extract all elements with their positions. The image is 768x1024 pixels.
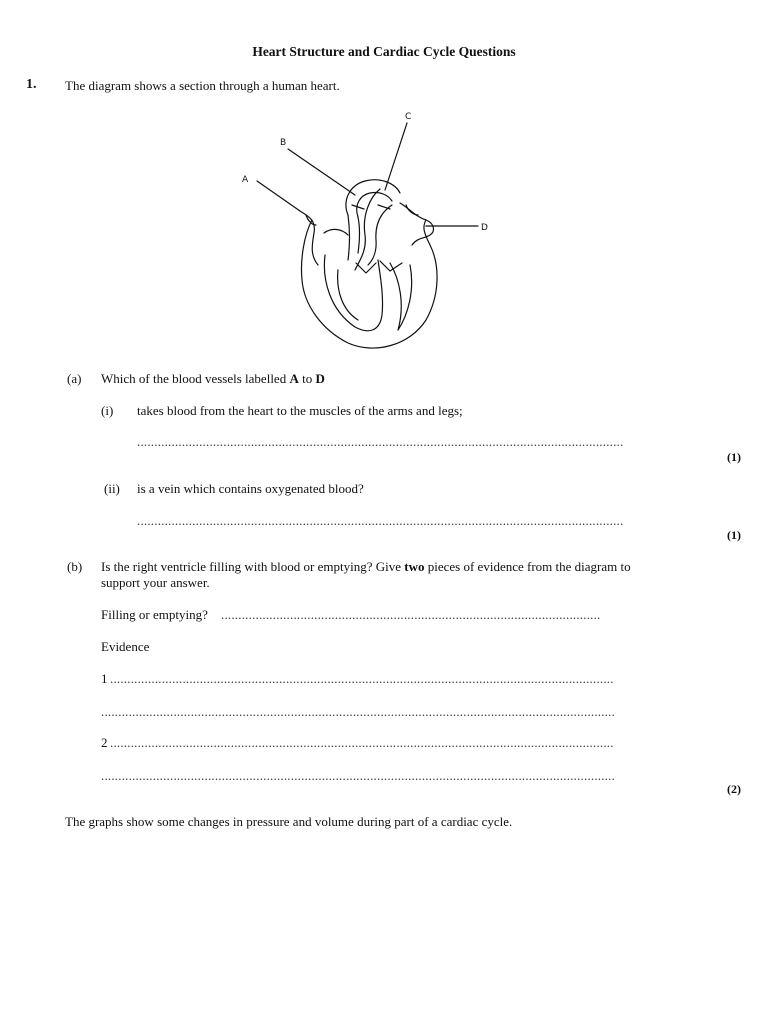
- part-b-label: (b): [67, 559, 83, 574]
- label-line-a: [257, 181, 300, 211]
- left-atrium: [406, 205, 418, 215]
- part-a-prompt: Which of the blood vessels labelled A to D: [101, 371, 325, 386]
- pulmonary-artery-inner: [368, 205, 392, 265]
- part-a-label: (a): [67, 371, 82, 386]
- answer-line-evidence-2b[interactable]: .....................................................................................................................................................: [101, 768, 616, 783]
- part-a-i-label: (i): [101, 403, 114, 418]
- answer-line-evidence-2[interactable]: ..................................................................................................................................................: [110, 735, 614, 750]
- evidence-label: Evidence: [101, 639, 150, 654]
- part-a-ii-label: (ii): [104, 481, 120, 496]
- marks-a-i: (1): [727, 450, 741, 464]
- valve-right: [356, 263, 376, 273]
- marks-a-ii: (1): [727, 528, 741, 542]
- part-b-prompt-line2: support your answer.: [101, 575, 210, 590]
- diagram-label-a: A: [242, 175, 249, 185]
- answer-line-a-i[interactable]: .............................................................................................................................................: [137, 434, 624, 449]
- aorta-trunk: [348, 215, 360, 260]
- filling-label: Filling or emptying?: [101, 607, 208, 622]
- diagram-label-c: C: [405, 112, 412, 122]
- part-b-prompt-line1: Is the right ventricle filling with blood or emptying? Give two pieces of evidence from the diagram to: [101, 559, 631, 574]
- septum: [338, 263, 412, 330]
- answer-line-filling[interactable]: ..............................................................................................................: [221, 607, 601, 622]
- part-a-ii-text: is a vein which contains oxygenated blood?: [137, 481, 364, 496]
- answer-line-evidence-1b[interactable]: .....................................................................................................................................................: [101, 704, 616, 719]
- graphs-intro: The graphs show some changes in pressure and volume during part of a cardiac cycle.: [65, 814, 513, 829]
- diagram-label-b: B: [280, 138, 287, 148]
- heart-diagram: [230, 105, 500, 360]
- label-line-c: [385, 123, 407, 190]
- evidence-1-number: 1: [101, 671, 108, 686]
- page-title: Heart Structure and Cardiac Cycle Questions: [252, 44, 516, 59]
- answer-line-evidence-1[interactable]: ..................................................................................................................................................: [110, 671, 614, 686]
- ventricle-wall: [324, 255, 382, 331]
- aortic-arch-inner: [357, 192, 392, 217]
- heart-outline: [301, 220, 437, 348]
- question-intro: The diagram shows a section through a human heart.: [65, 78, 340, 93]
- answer-line-a-ii[interactable]: .............................................................................................................................................: [137, 513, 624, 528]
- diagram-label-d: D: [481, 223, 488, 233]
- pulmonary-vein: [400, 203, 433, 245]
- question-number: 1.: [26, 77, 37, 92]
- marks-b: (2): [727, 782, 741, 796]
- evidence-2-number: 2: [101, 735, 108, 750]
- label-line-b: [288, 149, 355, 195]
- part-a-i-text: takes blood from the heart to the muscles of the arms and legs;: [137, 403, 463, 418]
